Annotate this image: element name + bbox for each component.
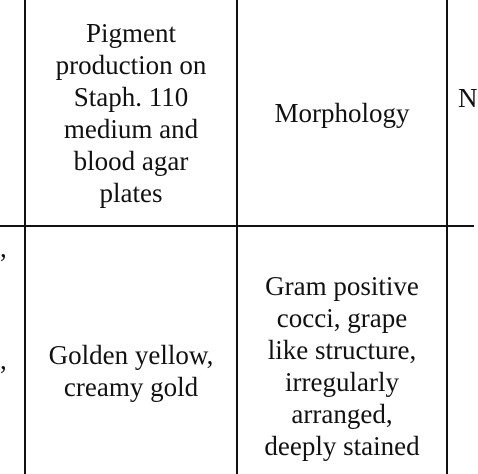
body-pigment-text: Golden yellow, creamy gold xyxy=(48,340,214,402)
column-divider-right xyxy=(446,0,448,474)
header-cell-morphology xyxy=(238,0,446,225)
header-cell-pigment-production xyxy=(26,0,236,225)
body-cell-morphology xyxy=(238,227,446,474)
row-left-fragment-1: , xyxy=(0,233,7,263)
body-morphology-text: Gram positive cocci, grape like structure, irregularly arranged, deeply stained xyxy=(264,271,420,461)
body-cell-pigment xyxy=(26,227,236,474)
header-pigment-text: Pigment production on Staph. 110 medium and blood agar plates xyxy=(55,17,207,208)
row-left-fragment-2: , xyxy=(0,345,7,375)
header-morphology-text: Morphology xyxy=(274,97,410,128)
header-next-column-partial: N xyxy=(458,83,478,113)
